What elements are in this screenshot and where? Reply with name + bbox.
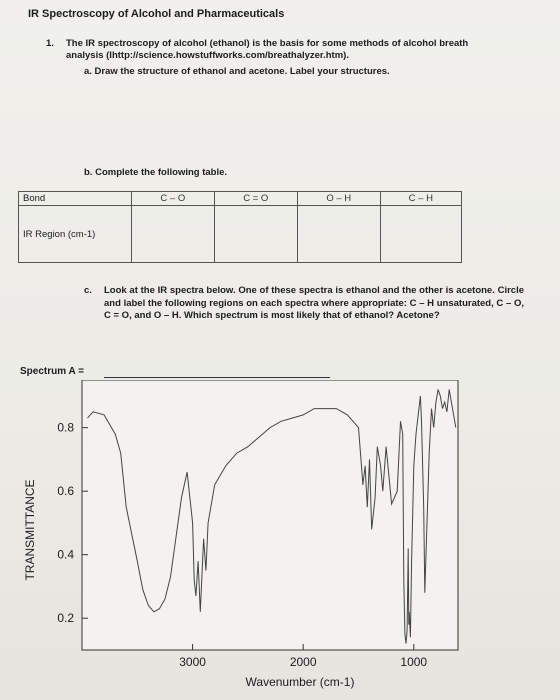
ir-region-table [18,191,462,263]
y-tick-label: 0.4 [57,547,74,562]
question-1-number: 1. [46,38,54,49]
page-title: IR Spectroscopy of Alcohol and Pharmaceuticals [28,8,285,20]
question-1b: b. Complete the following table. [84,167,228,178]
spectrum-a-answer-line[interactable] [104,377,330,378]
y-axis-label: TRANSMITTANCE [23,479,37,581]
x-tick-label: 3000 [179,655,206,669]
question-1-text: The IR spectroscopy of alcohol (ethanol) is the basis for some methods of alcohol breath analysis (Ihttp://science.howstuffworks.com/breathalyzer.htm). [66,38,469,61]
table-row-label-ir-region: IR Region (cm-1) [19,206,132,263]
question-1c-text: Look at the IR spectra below. One of these spectra is ethanol and the other is acetone. Circle and label the following regions on each spectra where appropriate: C – H unsaturated, C – O, C = O, and O – H. Which spectrum is most likely that of ethanol? Acetone? [104,285,524,321]
table-row-ir-region [19,206,462,263]
table-row-label-bond: Bond [19,192,132,206]
plot-frame [82,380,458,650]
table-cell-c-o-region[interactable] [132,206,215,263]
x-axis-label: Wavenumber (cm-1) [245,675,355,689]
table-header-c-double-o: C = O [214,192,297,206]
spectrum-a-label: Spectrum A = [20,366,84,377]
question-1a: a. Draw the structure of ethanol and acetone. Label your structures. [84,66,390,77]
table-cell-o-h-region[interactable] [297,206,380,263]
x-tick-label: 1000 [400,655,428,669]
x-tick-label: 2000 [289,655,317,669]
y-tick-label: 0.2 [57,611,74,626]
y-tick-label: 0.6 [57,484,74,499]
ir-spectrum-chart [0,380,560,700]
table-header-o-h: O – H [297,192,380,206]
table-header-c-h: C – H [380,192,461,206]
y-tick-label: 0.8 [57,420,74,435]
question-1c-number: c. [84,285,92,296]
table-cell-c-double-o-region[interactable] [214,206,297,263]
table-row-bond [19,192,462,206]
table-cell-c-h-region[interactable] [380,206,461,263]
table-header-c-o: C – O [132,192,215,206]
